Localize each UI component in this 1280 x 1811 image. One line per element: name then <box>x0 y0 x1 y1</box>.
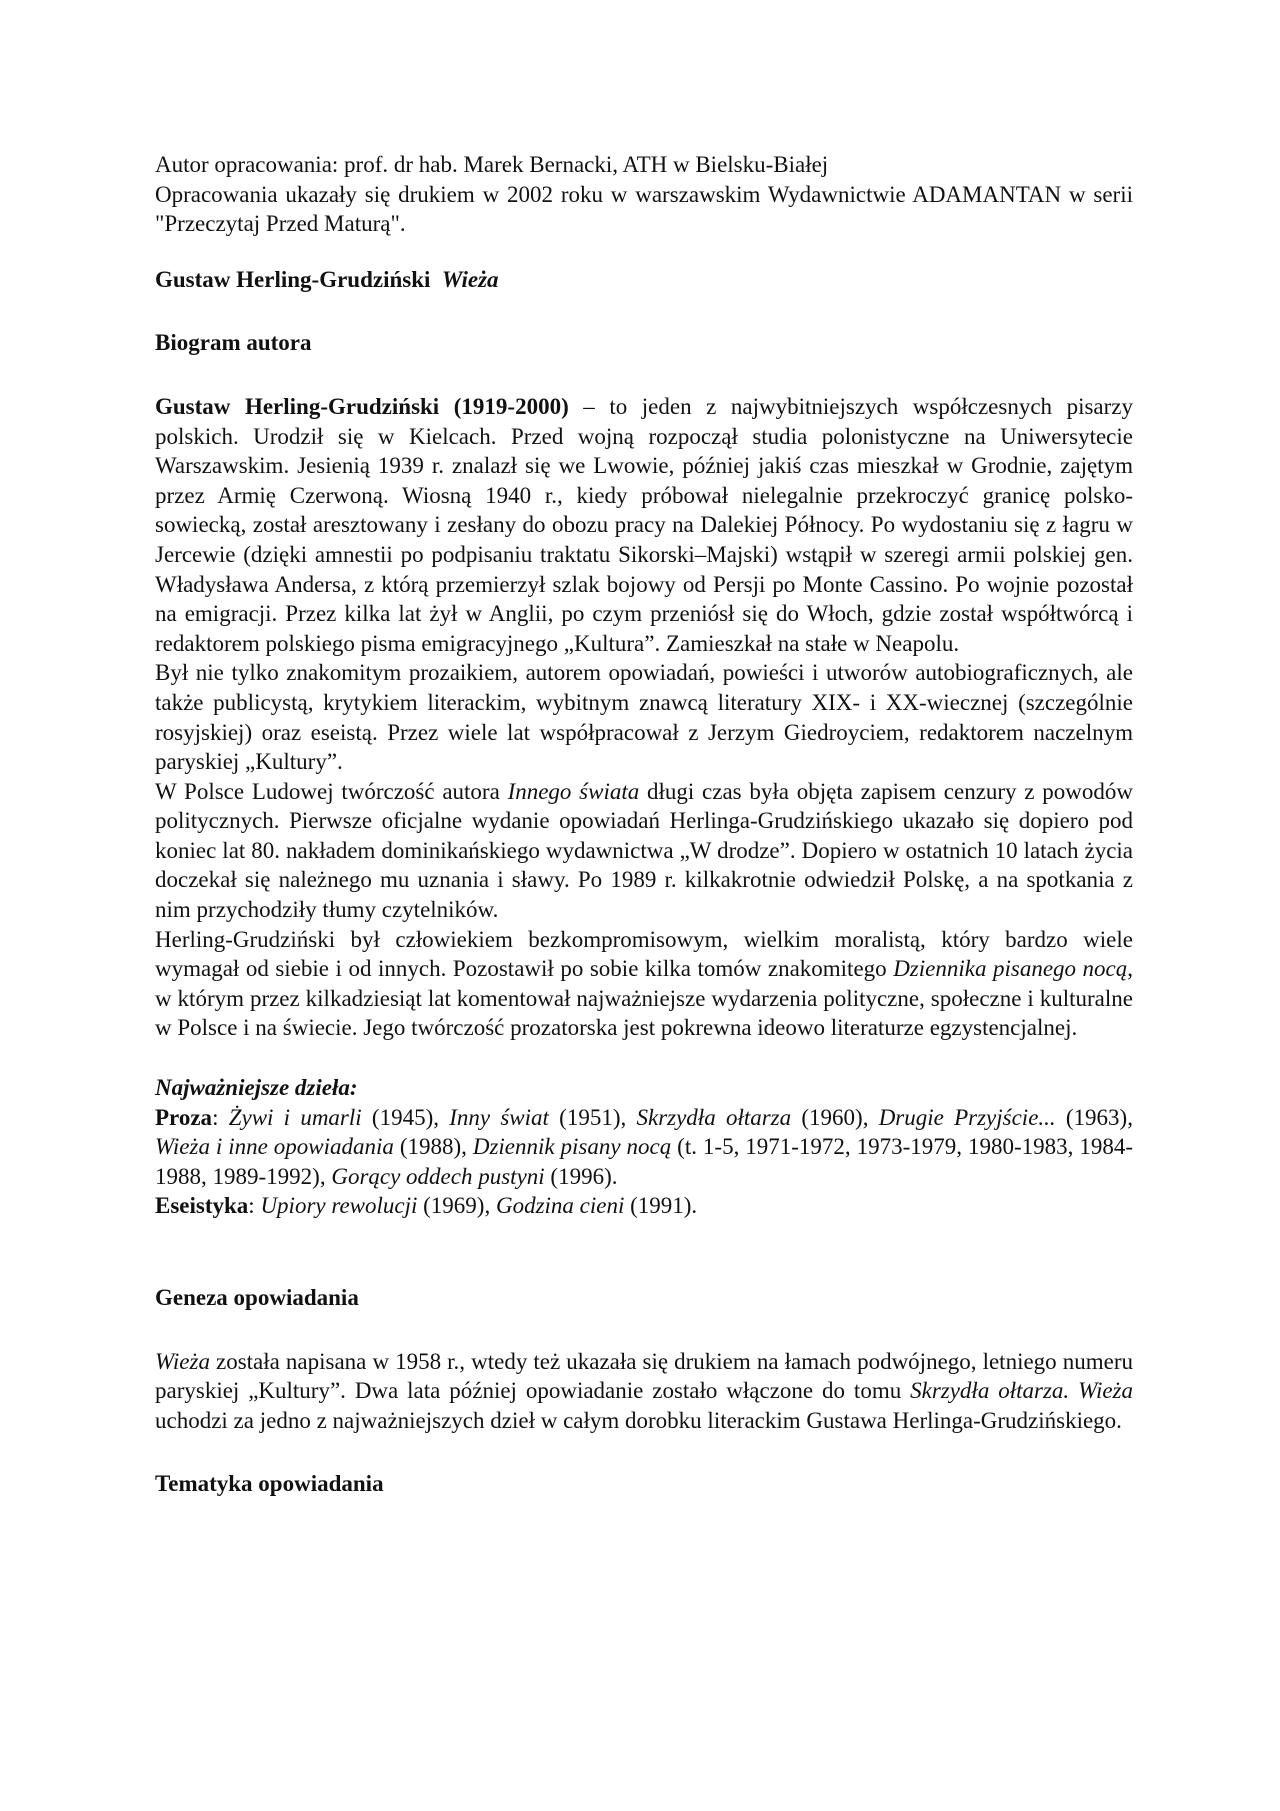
text-run: (1960), <box>791 1104 879 1130</box>
biogram-paragraph-3: W Polsce Ludowej twórczość autora Innego świata długi czas była objęta zapisem cenzury z powodów politycznych. Pierwsze oficjalne wydanie opowiadań Herlinga-Grudzińskiego ukazało się dopiero pod koniec lat 80. nakładem dominikańskiego wydawnictwa „W drodze”. Dopiero w ostatnich 10 latach życia doczekał się należnego mu uznania i sławy. Po 1989 r. kilkakrotnie odwiedził Polskę, a na spotkania z nim przychodziły tłumy czytelników. <box>155 778 1133 923</box>
title-work: Wieża <box>441 266 499 292</box>
text-run: : <box>248 1193 261 1219</box>
text-run: : <box>212 1104 229 1130</box>
italic-title: Drugie Przyjście... <box>878 1104 1056 1130</box>
biogram-paragraph-2: Był nie tylko znakomitym prozaikiem, autorem opowiadań, powieści i utworów autobiograficznych, ale także publicystą, krytykiem literackim, wybitnym znawcą literatury XIX- i XX-wiecznej (szczególnie rosyjskiej) oraz eseistą. Przez wiele lat współpracował z Jerzym Giedroyciem, redaktorem naczelnym paryskiej „Kultury”. <box>155 660 1133 775</box>
italic-title: Gorący oddech pustyni <box>331 1163 545 1189</box>
works-prose-list <box>155 1105 1133 1189</box>
text-run: (1991). <box>624 1193 698 1219</box>
text-run: (1996). <box>544 1163 618 1189</box>
italic-title: Dziennika pisanego nocą <box>893 956 1128 982</box>
section-heading-geneza: Geneza opowiadania <box>155 1285 359 1310</box>
italic-title: Dziennik pisany nocą <box>472 1134 672 1160</box>
italic-title: Żywi i umarli <box>228 1104 362 1130</box>
document-page <box>155 150 1133 1499</box>
italic-title: Wieża <box>1078 1378 1134 1404</box>
biogram-p1-text: – to jeden z najwybitniejszych współczesnych pisarzy polskich. Urodził się w Kielcach. Przed wojną rozpoczął studia polonistyczne na Uniwersytecie Warszawskim. Jesienią 1939 r. znalazł się we Lwowie, później jakiś czas mieszkał w Grodnie, zajętym przez Armię Czerwoną. Wiosną 1940 r., kiedy próbował nielegalnie przekroczyć granicę polsko-sowiecką, został aresztowany i zesłany do obozu pracy na Dalekiej Północy. Po wydostaniu się z łagru w Jercewie (dzięki amnestii po podpisaniu traktatu Sikorski–Majski) wstąpił w szeregi armii polskiej gen. Władysława Andersa, z którą przemierzył szlak bojowy od Persji po Monte Cassino. Po wojnie pozostał na emigracji. Przez kilka lat żył w Anglii, po czym przeniósł się do Włoch, gdzie został współtwórcą i redaktorem polskiego pisma emigracyjnego „Kultura”. Zamieszkał na stałe w Neapolu. <box>155 393 1134 656</box>
text-run: została napisana w 1958 r., wtedy też ukazała się drukiem na łamach podwójnego, letniego numeru paryskiej „Kultury”. Dwa lata później opowiadanie zostało włączone do tomu <box>155 1348 1133 1404</box>
text-run: (1963), <box>1055 1104 1133 1130</box>
works-essays-list <box>248 1193 697 1218</box>
italic-title: Upiory rewolucji <box>260 1193 418 1219</box>
section-heading-works: Najważniejsze dzieła: <box>155 1075 358 1101</box>
text-run: (1951), <box>548 1104 637 1130</box>
text-run: (1945), <box>361 1104 450 1130</box>
italic-title: Wieża i inne opowiadania <box>155 1134 394 1160</box>
biogram-paragraph-1 <box>155 392 1133 658</box>
italic-title: Godzina cieni <box>495 1193 625 1219</box>
biogram-paragraph-4: Herling-Grudziński był człowiekiem bezkompromisowym, wielkim moralistą, który bardzo wiele wymagał od siebie i od innych. Pozostawił po sobie kilka tomów znakomitego Dziennika pisanego nocą, w którym przez kilkadziesiąt lat komentował najważniejsze wydarzenia polityczne, społeczne i kulturalne w Polsce i na świecie. Jego twórczość prozatorska jest pokrewna ideowo literaturze egzystencjalnej. <box>155 926 1134 1041</box>
publication-note: Opracowania ukazały się drukiem w 2002 roku w warszawskim Wydawnictwie ADAMANTAN w serii "Przeczytaj Przed Maturą". <box>155 181 1133 237</box>
document-title <box>155 265 1133 295</box>
geneza-paragraph <box>155 1347 1133 1436</box>
works-essays <box>155 1191 1133 1221</box>
italic-title: Inny świat <box>449 1104 549 1130</box>
author-attribution: Autor opracowania: prof. dr hab. Marek Bernacki, ATH w Bielsku-Białej <box>155 152 829 177</box>
works-prose <box>155 1103 1133 1192</box>
text-run: (t. 1-5, 1971-1972, 1973-1979, 1980-1983, 1984-1988, 1989-1992), <box>155 1134 1133 1189</box>
author-name-dates: Gustaw Herling-Grudziński (1919-2000) <box>155 393 569 419</box>
italic-title: Skrzydła ołtarza. <box>910 1378 1070 1404</box>
works-prose-label: Proza <box>155 1104 213 1130</box>
text-run: (1969), <box>417 1193 496 1219</box>
section-heading-tematyka: Tematyka opowiadania <box>155 1471 384 1497</box>
title-author: Gustaw Herling-Grudziński <box>155 266 431 292</box>
italic-title: Wieża <box>155 1348 210 1374</box>
italic-title: Skrzydła ołtarza <box>636 1104 792 1130</box>
text-run: uchodzi za jedno z najważniejszych dzieł w całym dorobku literackim Gustawa Herlinga-Grudzińskiego. <box>155 1407 1122 1433</box>
works-essays-label: Eseistyka <box>155 1193 249 1219</box>
text-run <box>1069 1378 1078 1403</box>
text-run: (1988), <box>393 1134 473 1160</box>
italic-title: Innego świata <box>507 778 640 804</box>
section-heading-biogram: Biogram autora <box>155 330 312 356</box>
